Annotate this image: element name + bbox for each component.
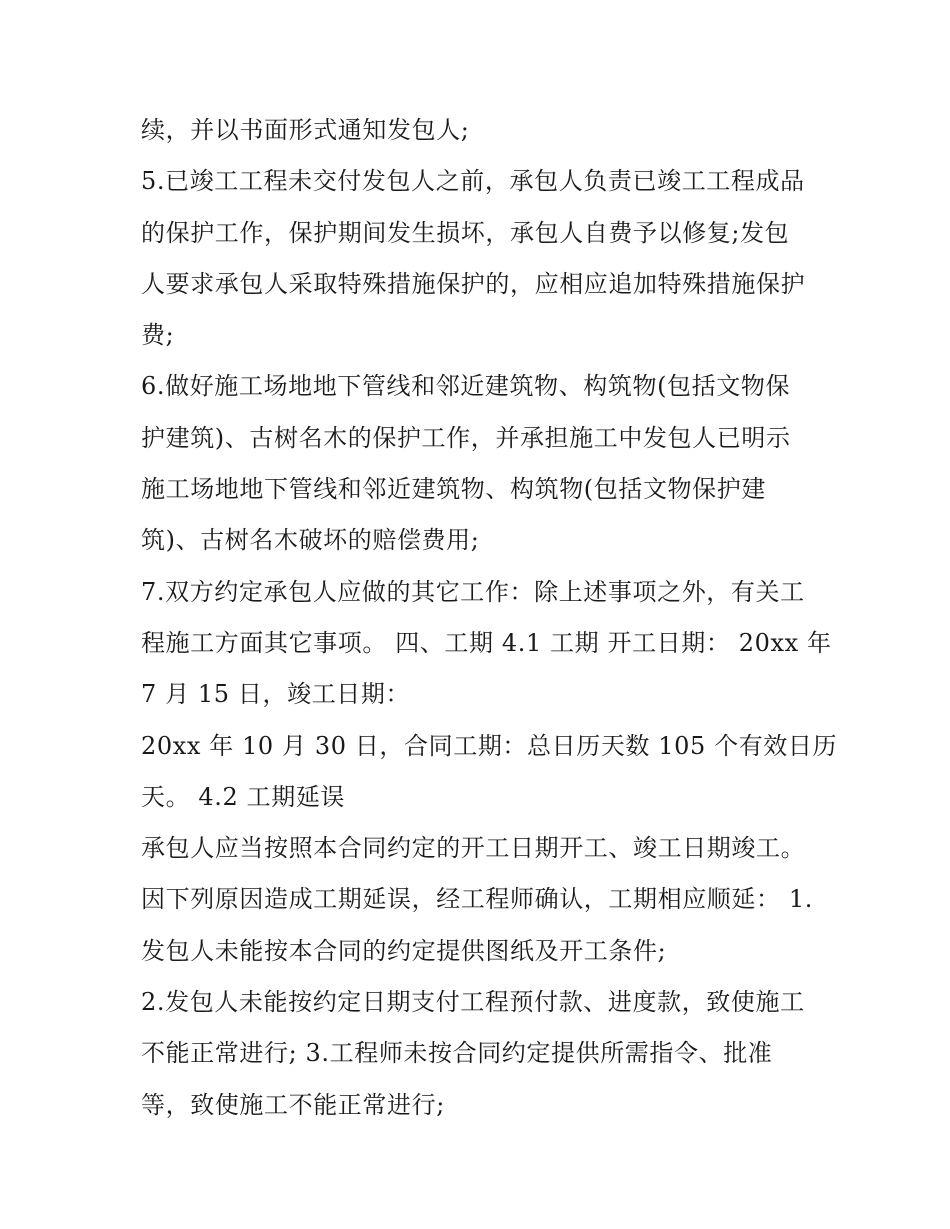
text-line: 程施工方面其它事项。 四、工期 4.1 工期 开工日期： 20xx 年 (141, 628, 832, 657)
text-line: 人要求承包人采取特殊措施保护的，应相应追加特殊措施保护 (141, 269, 806, 298)
text-line: 护建筑)、古树名木的保护工作，并承担施工中发包人已明示 (141, 423, 791, 452)
text-line: 天。 4.2 工期延误 (141, 782, 346, 811)
text-line: 的保护工作，保护期间发生损坏，承包人自费予以修复;发包 (141, 218, 790, 247)
text-line: 20xx 年 10 月 30 日，合同工期：总日历天数 105 个有效日历 (141, 731, 838, 760)
text-line: 因下列原因造成工期延误，经工程师确认，工期相应顺延： 1. (141, 885, 813, 914)
text-line: 承包人应当按照本合同约定的开工日期开工、竣工日期竣工。 (141, 834, 806, 863)
text-line: 施工场地地下管线和邻近建筑物、构筑物(包括文物保护建 (141, 475, 766, 504)
text-line: 费; (141, 321, 175, 350)
text-line: 不能正常进行; 3.工程师未按合同约定提供所需指令、批准 (141, 1039, 773, 1068)
document-body (141, 105, 838, 1131)
text-line: 筑)、古树名木破坏的赔偿费用; (141, 526, 480, 555)
text-line: 续，并以书面形式通知发包人; (141, 116, 470, 144)
text-line: 7 月 15 日，竣工日期： (141, 680, 411, 709)
text-line: 等，致使施工不能正常进行; (141, 1090, 445, 1119)
text-line: 2.发包人未能按约定日期支付工程预付款、进度款，致使施工 (141, 988, 805, 1017)
text-line: 6.做好施工场地地下管线和邻近建筑物、构筑物(包括文物保 (141, 372, 791, 401)
text-line: 发包人未能按本合同的约定提供图纸及开工条件; (141, 936, 667, 965)
text-line: 5.已竣工工程未交付发包人之前，承包人负责已竣工工程成品 (141, 167, 805, 196)
text-line: 7.双方约定承包人应做的其它工作：除上述事项之外，有关工 (141, 577, 805, 606)
